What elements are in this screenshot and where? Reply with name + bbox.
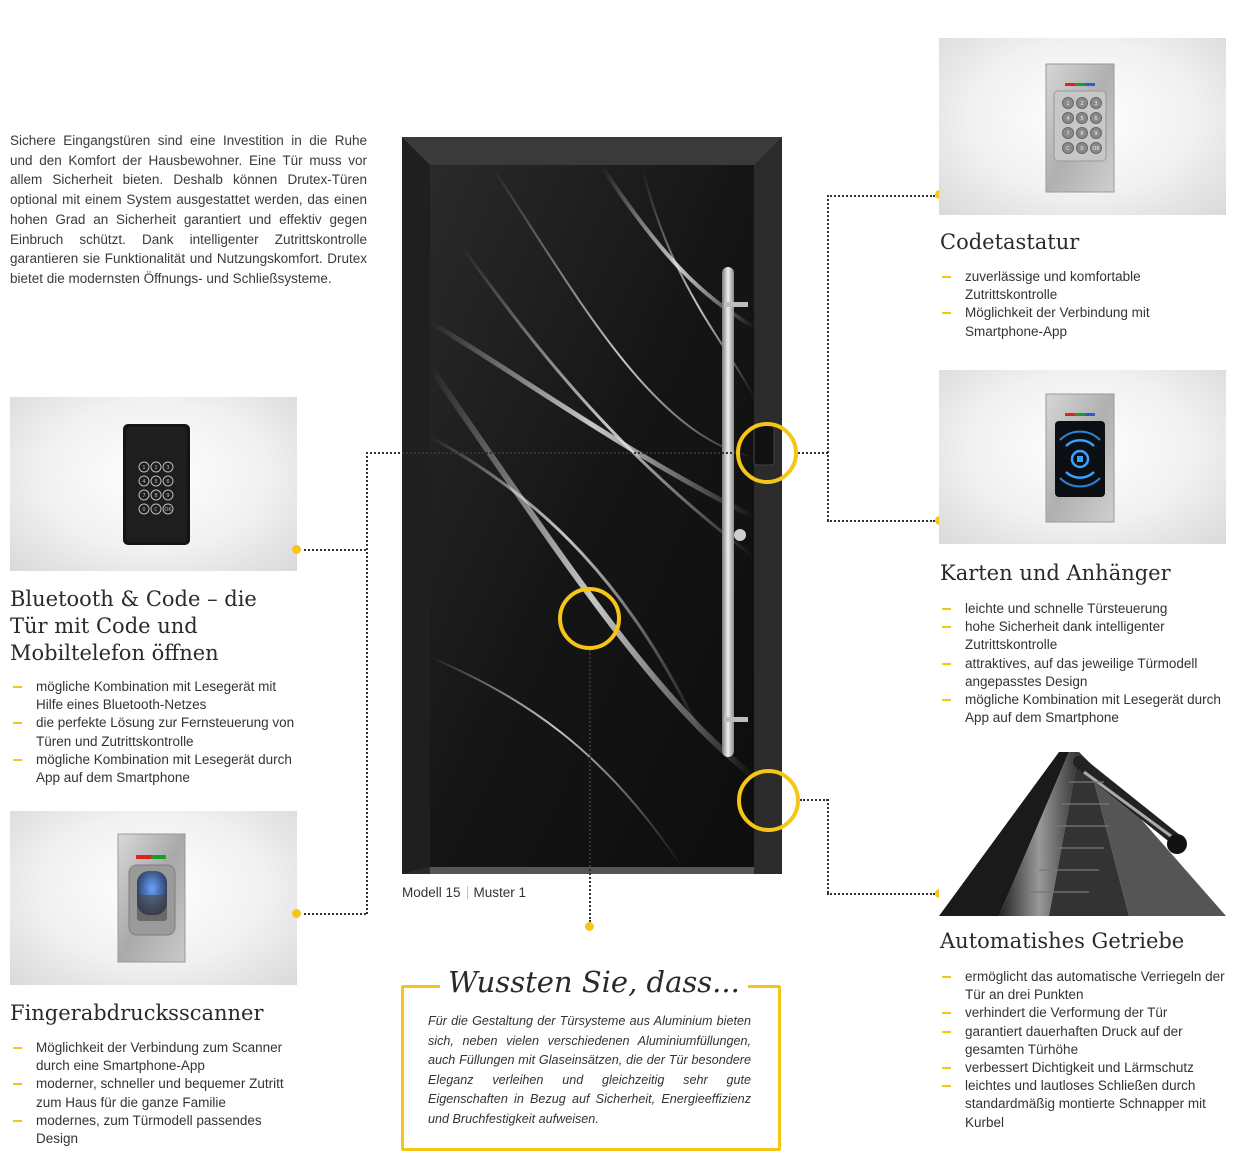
keypad-key-label: 0 bbox=[142, 506, 146, 513]
gear-mechanism-icon bbox=[939, 752, 1226, 916]
connector-line bbox=[589, 650, 591, 922]
list-item: verbessert Dichtigkeit und Lärmschutz bbox=[939, 1059, 1229, 1077]
gear-mechanism-photo bbox=[939, 752, 1226, 916]
keypad-key-label: 8 bbox=[1080, 130, 1084, 137]
keypad-key-label: C bbox=[154, 506, 158, 513]
connector-dot bbox=[292, 545, 301, 554]
connector-line bbox=[304, 549, 366, 551]
gear-list bbox=[939, 968, 1229, 1132]
list-item: mögliche Kombination mit Lesegerät durch App auf dem Smartphone bbox=[939, 691, 1229, 727]
code-keypad-photo bbox=[939, 38, 1226, 215]
keypad-key-label: 3 bbox=[1094, 100, 1098, 107]
code-keypad-icon bbox=[939, 38, 1226, 215]
connector-line bbox=[827, 195, 935, 197]
list-item: leichte und schnelle Türsteuerung bbox=[939, 600, 1229, 618]
keypad-key-label: C bbox=[1066, 145, 1070, 152]
fingerprint-heading: Fingerabdrucksscanner bbox=[10, 1001, 264, 1025]
hotspot-gear-ring[interactable] bbox=[737, 769, 800, 832]
connector-line bbox=[827, 799, 829, 893]
list-item: leichtes und lautloses Schließen durch standardmäßig montierte Schnapper mit Kurbel bbox=[939, 1077, 1229, 1132]
did-you-know-text: Für die Gestaltung der Türsysteme aus Aluminium bieten sich, neben vielen verschiedenen Aluminiumfüllungen, auch Füllungen mit Glaseinsätzen, die der Tür besondere Eleganz verleihen und gleichzeitig sehr gute Eigenschaften in Bezug auf Sicherheit, Energieeffizienz und Bruchfestigkeit aufweisen. bbox=[428, 1014, 751, 1126]
keypad-key-label: 8 bbox=[154, 492, 158, 499]
keypad-key-label: OK bbox=[164, 506, 172, 513]
keypad-key-label: 2 bbox=[1080, 100, 1084, 107]
keypad-key-label: 2 bbox=[154, 464, 158, 471]
caption-divider bbox=[467, 886, 468, 899]
connector-dot bbox=[292, 909, 301, 918]
fingerprint-icon bbox=[10, 811, 297, 985]
list-item: mögliche Kombination mit Lesegerät durch App auf dem Smartphone bbox=[10, 751, 300, 787]
model-label: Modell 15 bbox=[402, 885, 461, 900]
connector-line bbox=[827, 893, 935, 895]
did-you-know-title: Wussten Sie, dass... bbox=[440, 965, 748, 999]
connector-line bbox=[366, 452, 368, 914]
keypad-key-label: 5 bbox=[1080, 115, 1084, 122]
door-illustration bbox=[402, 137, 782, 874]
intro-text: Sichere Eingangstüren sind eine Investition in die Ruhe und den Komfort der Hausbewohner. Eine Tür muss vor allem Sicherheit bieten. Deshalb können Drutex-Türen optional mit einem System ausgestattet werden, das einen hohen Grad an Sicherheit garantiert und effektiv gegen Einbruch schützt. Dank intelligenter Zutrittskontrolle garantieren sie Funktionalität und Nutzungskomfort. Drutex bietet die modernsten Öffnungs- und Schließsysteme. bbox=[10, 133, 367, 286]
connector-dot bbox=[585, 922, 594, 931]
cards-list bbox=[939, 600, 1229, 727]
keypad-key-label: 7 bbox=[1066, 130, 1070, 137]
keypad-key-label: 6 bbox=[1094, 115, 1098, 122]
list-item: moderner, schneller und bequemer Zutritt zum Haus für die ganze Familie bbox=[10, 1075, 300, 1111]
list-item: mögliche Kombination mit Lesegerät mit Hilfe eines Bluetooth-Netzes bbox=[10, 678, 300, 714]
list-item: zuverlässige und komfortable Zutrittskontrolle bbox=[939, 268, 1229, 304]
connector-line bbox=[800, 799, 828, 801]
connector-line bbox=[827, 195, 829, 521]
keypad-key-label: 9 bbox=[166, 492, 170, 499]
list-item: attraktives, auf das jeweilige Türmodell angepasstes Design bbox=[939, 655, 1229, 691]
list-item: verhindert die Verformung der Tür bbox=[939, 1004, 1229, 1022]
door-icon bbox=[402, 137, 782, 874]
keypad-key-label: 4 bbox=[1066, 115, 1070, 122]
connector-line bbox=[798, 452, 828, 454]
code-list bbox=[939, 268, 1229, 341]
list-item: Möglichkeit der Verbindung zum Scanner durch eine Smartphone-App bbox=[10, 1039, 300, 1075]
card-reader-icon bbox=[939, 370, 1226, 544]
list-item: hohe Sicherheit dank intelligenter Zutrittskontrolle bbox=[939, 618, 1229, 654]
connector-line bbox=[304, 913, 366, 915]
keypad-key-label: 9 bbox=[1094, 130, 1098, 137]
card-reader-photo bbox=[939, 370, 1226, 544]
keypad-key-label: 4 bbox=[142, 478, 146, 485]
bluetooth-keypad-photo bbox=[10, 397, 297, 571]
list-item: modernes, zum Türmodell passendes Design bbox=[10, 1112, 300, 1148]
fingerprint-list bbox=[10, 1039, 300, 1148]
keypad-key-label: OK bbox=[1092, 145, 1100, 152]
keypad-key-label: 1 bbox=[1066, 100, 1070, 107]
bluetooth-list bbox=[10, 678, 300, 787]
code-heading: Codetastatur bbox=[940, 230, 1080, 254]
connector-line bbox=[827, 520, 935, 522]
bluetooth-keypad-icon bbox=[10, 397, 297, 571]
fingerprint-scanner-photo bbox=[10, 811, 297, 985]
hotspot-keypad-ring[interactable] bbox=[736, 422, 798, 484]
keypad-key-label: 0 bbox=[1080, 145, 1084, 152]
connector-line bbox=[366, 452, 736, 454]
pattern-label: Muster 1 bbox=[473, 885, 527, 900]
bluetooth-heading: Bluetooth & Code – die Tür mit Code und Mobiltelefon öffnen bbox=[10, 587, 257, 665]
keypad-key-label: 1 bbox=[142, 464, 146, 471]
list-item: garantiert dauerhaften Druck auf der gesamten Türhöhe bbox=[939, 1023, 1229, 1059]
keypad-key-label: 3 bbox=[166, 464, 170, 471]
list-item: die perfekte Lösung zur Fernsteuerung von Türen und Zutrittskontrolle bbox=[10, 714, 300, 750]
list-item: Möglichkeit der Verbindung mit Smartphone-App bbox=[939, 304, 1229, 340]
door-caption bbox=[402, 885, 526, 900]
cards-heading: Karten und Anhänger bbox=[940, 561, 1171, 585]
list-item: ermöglicht das automatische Verriegeln der Tür an drei Punkten bbox=[939, 968, 1229, 1004]
keypad-key-label: 6 bbox=[166, 478, 170, 485]
hotspot-panel-ring[interactable] bbox=[558, 587, 621, 650]
keypad-key-label: 7 bbox=[142, 492, 146, 499]
gear-heading: Automatishes Getriebe bbox=[940, 929, 1185, 953]
keypad-key-label: 5 bbox=[154, 478, 158, 485]
